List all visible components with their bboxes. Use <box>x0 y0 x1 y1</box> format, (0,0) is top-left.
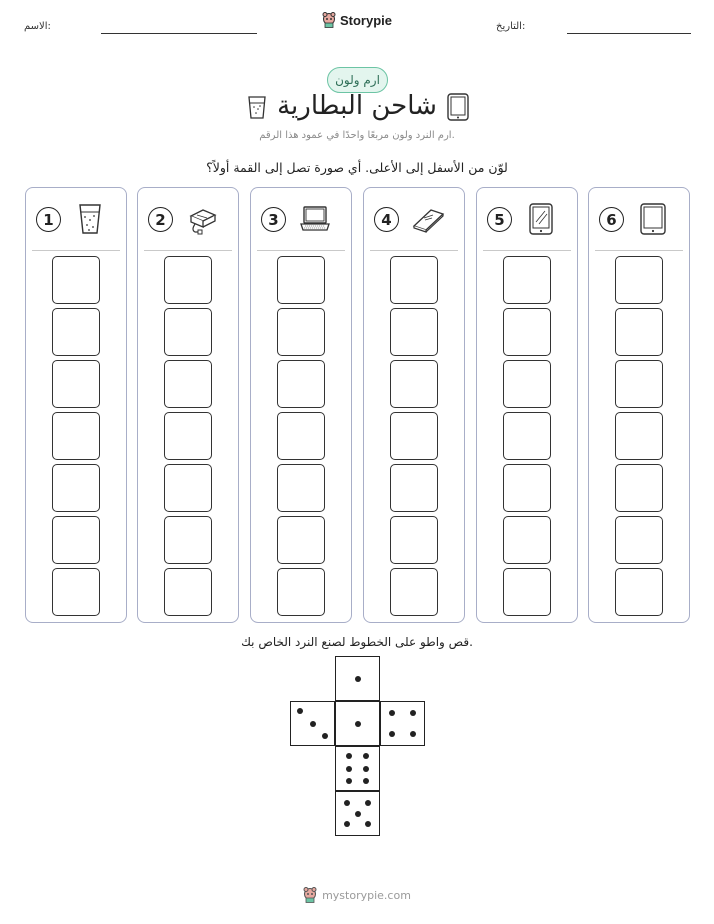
dice-pip <box>297 708 303 714</box>
dice-pip <box>365 800 371 806</box>
column-number: 5 <box>487 207 512 232</box>
color-box[interactable] <box>277 360 325 408</box>
color-box[interactable] <box>390 464 438 512</box>
color-box[interactable] <box>52 256 100 304</box>
color-box[interactable] <box>52 360 100 408</box>
cut-instruction: قص واطو على الخطوط لصنع النرد الخاص بك. <box>241 635 473 649</box>
column-number: 1 <box>36 207 61 232</box>
dice-face-5 <box>335 791 380 836</box>
color-box[interactable] <box>52 464 100 512</box>
column-number: 2 <box>148 207 173 232</box>
dice-pip <box>363 753 369 759</box>
dice-face-1 <box>335 656 380 701</box>
color-box[interactable] <box>52 308 100 356</box>
dice-pip <box>355 811 361 817</box>
color-box[interactable] <box>52 568 100 616</box>
roll-color-badge: ارم ولون <box>327 67 388 93</box>
dice-pip <box>344 821 350 827</box>
dice-pip <box>363 766 369 772</box>
column-divider <box>32 250 120 251</box>
column-6 <box>588 187 690 623</box>
column-divider <box>144 250 232 251</box>
date-line[interactable] <box>567 33 691 34</box>
color-box[interactable] <box>164 256 212 304</box>
dice-pip <box>355 676 361 682</box>
color-box[interactable] <box>503 308 551 356</box>
color-box[interactable] <box>615 308 663 356</box>
dice-pip <box>389 710 395 716</box>
page-title: شاحن البطارية <box>277 91 437 121</box>
name-label: الاسم: <box>24 21 51 32</box>
color-box[interactable] <box>277 464 325 512</box>
storypie-mascot-icon <box>303 887 317 903</box>
column-3 <box>250 187 352 623</box>
dice-face-1 <box>335 701 380 746</box>
dice-pip <box>346 753 352 759</box>
color-box[interactable] <box>503 516 551 564</box>
color-box[interactable] <box>164 568 212 616</box>
color-box[interactable] <box>390 360 438 408</box>
dice-face-3 <box>290 701 335 746</box>
color-box[interactable] <box>503 412 551 460</box>
column-divider <box>483 250 571 251</box>
dice-pip <box>365 821 371 827</box>
color-box[interactable] <box>615 256 663 304</box>
name-line[interactable] <box>101 33 257 34</box>
column-5 <box>476 187 578 623</box>
dice-pip <box>344 800 350 806</box>
dice-pip <box>322 733 328 739</box>
color-box[interactable] <box>277 256 325 304</box>
dice-face-6 <box>335 746 380 791</box>
laptop-icon <box>298 202 332 236</box>
color-box[interactable] <box>503 568 551 616</box>
column-4 <box>363 187 465 623</box>
color-box[interactable] <box>615 360 663 408</box>
coloring-instruction: لوّن من الأسفل إلى الأعلى. أي صورة تصل إلى القمة أولاً؟ <box>206 160 508 175</box>
color-box[interactable] <box>390 256 438 304</box>
date-label: التاريخ: <box>496 21 526 32</box>
column-number: 4 <box>374 207 399 232</box>
color-box[interactable] <box>164 412 212 460</box>
column-divider <box>595 250 683 251</box>
color-box[interactable] <box>164 464 212 512</box>
dice-pip <box>355 721 361 727</box>
dice-face-4 <box>380 701 425 746</box>
footer-site[interactable]: mystorypie.com <box>322 888 411 902</box>
color-box[interactable] <box>390 568 438 616</box>
book-icon <box>411 202 445 236</box>
dice-pip <box>346 778 352 784</box>
charger-icon <box>185 202 219 236</box>
brand-name: Storypie <box>339 12 392 28</box>
color-box[interactable] <box>615 516 663 564</box>
color-box[interactable] <box>503 360 551 408</box>
color-box[interactable] <box>277 308 325 356</box>
color-box[interactable] <box>390 308 438 356</box>
dice-pip <box>310 721 316 727</box>
column-divider <box>257 250 345 251</box>
brand-logo <box>0 12 714 28</box>
color-box[interactable] <box>164 360 212 408</box>
color-box[interactable] <box>52 412 100 460</box>
dice-pip <box>410 731 416 737</box>
color-box[interactable] <box>277 412 325 460</box>
column-2 <box>137 187 239 623</box>
dice-pip <box>410 710 416 716</box>
color-box[interactable] <box>277 516 325 564</box>
dice-pip <box>389 731 395 737</box>
column-number: 6 <box>599 207 624 232</box>
dice-pip <box>363 778 369 784</box>
footer <box>0 887 714 903</box>
color-box[interactable] <box>164 308 212 356</box>
color-box[interactable] <box>52 516 100 564</box>
color-box[interactable] <box>503 464 551 512</box>
column-divider <box>370 250 458 251</box>
color-box[interactable] <box>277 568 325 616</box>
color-box[interactable] <box>390 412 438 460</box>
dice-pip <box>346 766 352 772</box>
cup-icon <box>73 202 107 236</box>
column-1 <box>25 187 127 623</box>
title-tablet-icon <box>446 92 470 122</box>
color-box[interactable] <box>390 516 438 564</box>
color-box[interactable] <box>615 568 663 616</box>
color-box[interactable] <box>615 412 663 460</box>
phone-icon <box>636 202 670 236</box>
storypie-mascot-icon <box>322 12 336 28</box>
color-box[interactable] <box>164 516 212 564</box>
color-box[interactable] <box>503 256 551 304</box>
page-subtitle: ارم النرد ولون مربعًا واحدًا في عمود هذا الرقم. <box>259 130 455 141</box>
color-box[interactable] <box>615 464 663 512</box>
column-number: 3 <box>261 207 286 232</box>
tablet-icon <box>524 202 558 236</box>
